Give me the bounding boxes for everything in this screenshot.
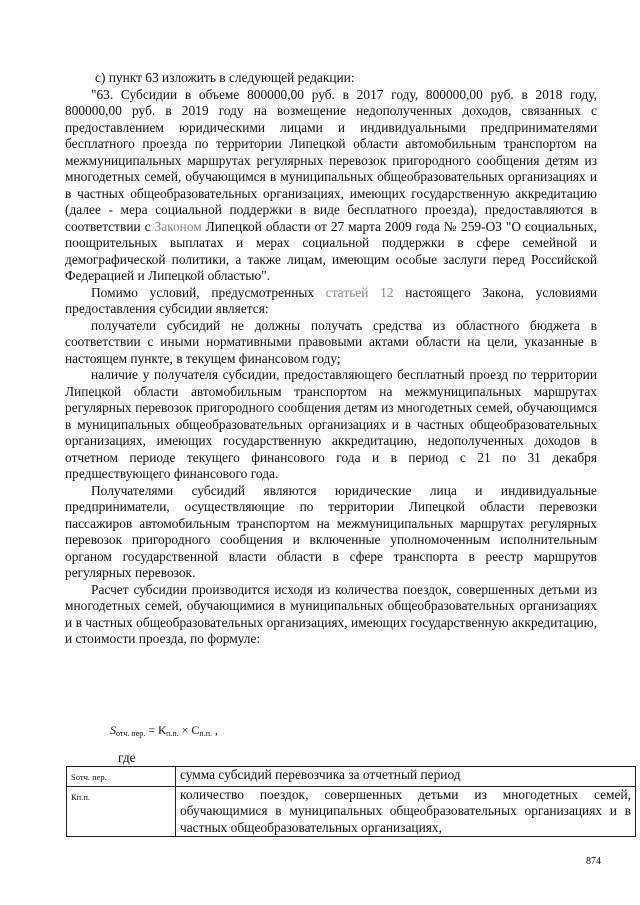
law-link[interactable]: Законом [154,218,202,234]
definitions-table [66,766,636,837]
table-row [67,786,636,837]
table-row [67,767,636,787]
paragraph-conditions-body: Помимо условий, предусмотренных [91,284,326,300]
formula-k: К [158,723,167,737]
definition-description: сумма субсидий перевозчика за отчетный период [176,767,636,787]
definition-description: количество поездок, совершенных детьми из многодетных семей, обучающимися в муниципальных общеобразовательных организациях и в частных общеобразовательных организациях, [176,786,636,837]
paragraph-63-body: "63. Субсидии в объеме 800000,00 руб. в 2017 году, 800000,00 руб. в 2018 году, 800000,00 руб. в 2019 году на возмещение недополученных доходов, связанных с предоставлением юридическими лицами и индивидуальными предпринимателями бесплатного проезда по территории Липецкой области автомобильным транспортом на межмуниципальных маршрутах регулярных перевозок пригородного сообщения детям из многодетных семей, обучающимся в муниципальных общеобразовательных организациях и в частных общеобразовательных организациях, имеющих государственную аккредитацию (далее - мера социальной поддержки в виде бесплатного проезда), предоставляются в соответствии с [65,86,597,234]
formula-s: S [110,723,116,737]
page-number: 874 [586,856,601,867]
formula-k-sub: п.п. [166,729,179,738]
formula-s-sub: отч. пер. [116,729,146,738]
article-link[interactable]: статьей 12 [325,284,394,300]
formula-trail: , [211,723,218,737]
law-text [65,70,597,648]
where-label: где [118,750,136,765]
paragraph-calculation: Расчет субсидии производится исходя из количества поездок, совершенных детьми из многодетных семей, обучающимися в муниципальных общеобразовательных организациях и в частных общеобразовательных организациях, имеющих государственную аккредитацию, и стоимости проезда, по формуле: [65,581,597,646]
subsidy-formula [110,723,218,741]
paragraph-condition-1: получатели субсидий не должны получать средства из областного бюджета в соответствии с иными нормативными правовыми актами области на цели, указанные в настоящем пункте, в текущем финансовом году; [65,317,597,366]
definition-symbol: Кп.п. [67,786,176,837]
paragraph-63 [65,87,597,285]
paragraph-condition-2: наличие у получателя субсидии, предоставляющего бесплатный проезд по территории Липецкой области автомобильным транспортом на межмуниципальных маршрутах регулярных перевозок пригородного сообщения детям из многодетных семей, обучающимся в муниципальных общеобразовательных организациях и в частных общеобразовательных организациях, имеющих государственную аккредитацию, недополученных доходов в отчетном периоде текущего финансового года и в период с 21 по 31 декабря предшествующего финансового года. [65,367,597,481]
paragraph-63-tail: Липецкой области от 27 марта 2009 года № 259-ОЗ "О социальных, поощрительных выплатах и мерах социальной поддержки в сфере семейной и демографической политики, а также лицам, имеющим особые заслуги перед Российской Федерацией и Липецкой областью". [65,218,597,283]
formula-eq: = [145,723,159,737]
formula-times: × [178,723,192,737]
paragraph-intro: с) пункт 63 изложить в следующей редакции: [95,70,355,85]
paragraph-conditions [65,285,597,318]
formula-c: С [191,723,200,737]
paragraph-recipients: Получателями субсидий являются юридические лица и индивидуальные предприниматели, осуществляющие по территории Липецкой области перевозки пассажиров автомобильным транспортом на межмуниципальных маршрутах регулярных перевозок пригородного сообщения и включенные уполномоченным исполнительным органом государственной власти области в сфере транспорта в реестр маршрутов регулярных перевозок. [65,482,597,580]
definition-symbol: Sотч. пер. [67,767,176,787]
paragraph-conditions-tail: настоящего Закона, условиями предоставления субсидии является: [65,284,597,316]
formula-c-sub: п.п. [199,729,212,738]
